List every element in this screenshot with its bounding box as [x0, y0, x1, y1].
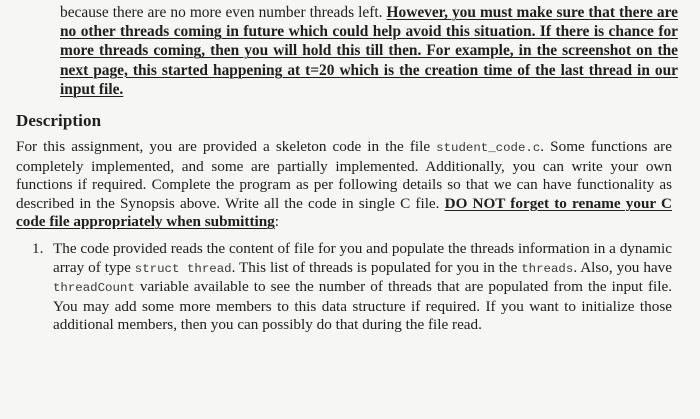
- list-item-number: 1.: [32, 240, 44, 257]
- description-text-2: . Some functions are completely implemented, and some are partially implemented. Additionally, you can write your own functions if required. Complete the program as per following details so that we can have functionality as described in the Synopsis above. Write all the code in single C file.: [16, 138, 672, 212]
- rename-warning: DO NOT forget to rename your C code file appropriately when submitting: [16, 194, 672, 231]
- thread-count-code: threadCount: [53, 281, 135, 296]
- student-code-filename: student_code.c: [436, 141, 541, 155]
- intro-emphasis-text: However, you must make sure that there are no other threads coming in future which could help avoid this situation. If there is chance for more threads coming, then you will hold this till then. For example, in the screenshot on the next page, this started happening at t=20 which is the creation time of the last thread in our input file.: [60, 4, 679, 98]
- intro-plain-text: because there are no more even number threads left.: [60, 4, 387, 21]
- list-text-4: variable available to see the number of threads that are populated from the input file. You may add some more members to this data structure if required. If you want to initialize those additional members, then you can possibly do that during the file read.: [53, 278, 672, 334]
- description-text-1: For this assignment, you are provided a skeleton code in the file: [16, 138, 437, 155]
- list-text-2: . This list of threads is populated for you in the: [231, 258, 522, 276]
- list-text-3: . Also, you have: [573, 258, 672, 276]
- threads-code: threads: [521, 261, 574, 276]
- struct-thread-code: struct thread: [134, 261, 232, 276]
- description-text-3: :: [274, 213, 279, 231]
- description-paragraph: [16, 138, 672, 232]
- list-text-1: The code provided reads the content of file for you and populate the threads information in a dynamic array of type: [53, 240, 672, 276]
- intro-paragraph: [60, 3, 678, 99]
- description-heading: Description: [16, 111, 102, 130]
- list-item-text: [53, 240, 672, 335]
